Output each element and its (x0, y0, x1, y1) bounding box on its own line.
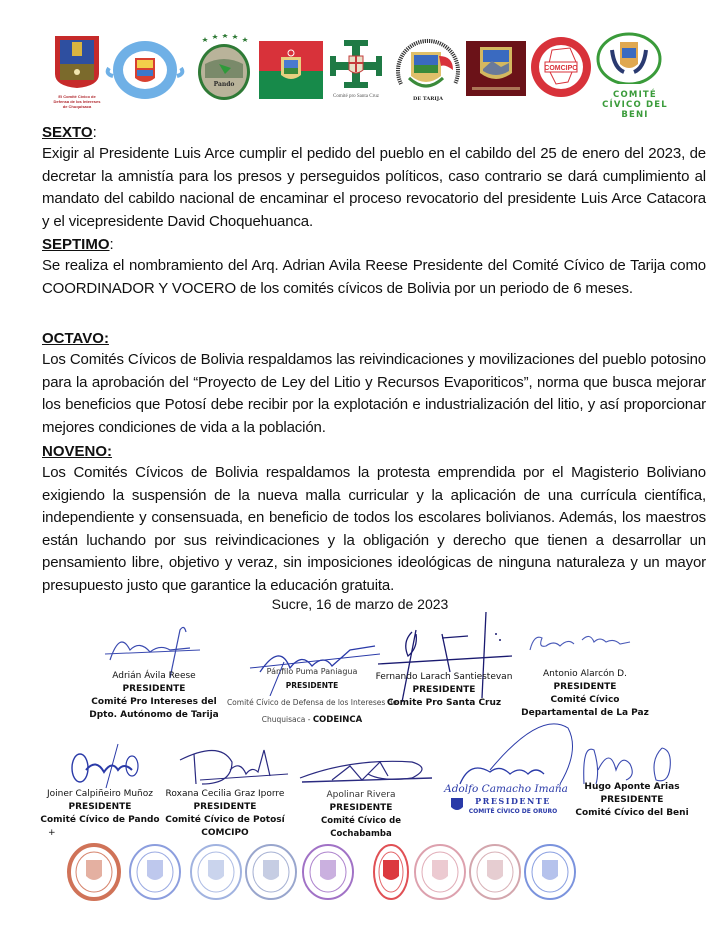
oruro-shield-icon (466, 41, 526, 96)
section-paragraph: Exigir al Presidente Luis Arce cumplir el pedido del pueblo en el cabildo del 25 de enero del 2023, de decretar la amnistía para los presos y perseguidos políticos, caso contrario se dará cumplimiento al mandato del cabildo nacional de encaminar el proceso revocatorio del presidente Luis Arce Catacora y el vicepresidente David Choquehuanca. (42, 145, 706, 230)
signature-block-calpineiro (40, 788, 160, 840)
signature-block-aponte (572, 781, 692, 820)
oruro-seal-icon (450, 797, 464, 813)
signatory-name: Joiner Calpiñeiro Muñoz (47, 789, 153, 799)
section-paragraph: Los Comités Cívicos de Bolivia respaldamos las reivindicaciones y movilizaciones del pueblo potosino para la aprobación del “Proyecto de Ley del Litio y Recursos Evaporiticos”, norma que busca mejorar los beneficios que Potosí debe recibir por la explotación e industrialización del litio, y así proporcionar mejores condiciones de vida a la población. (42, 351, 706, 436)
signatory-role: PRESIDENTE (68, 802, 132, 812)
logo-chuquisaca (52, 34, 102, 109)
signature-block-larach (372, 671, 516, 710)
official-stamp-icon (363, 842, 419, 902)
logo-pando (193, 34, 253, 107)
logo-tarija (393, 38, 463, 107)
signatory-role: PRESIDENTE (122, 684, 186, 694)
signature-graz-icon (160, 740, 290, 790)
logo-cochabamba (105, 40, 185, 105)
signatory-role: PRESIDENTE (553, 682, 617, 692)
signatory-org: Departamental de La Paz (521, 708, 649, 718)
signatory-org: + (48, 828, 56, 838)
pando-logo-text: Pando (213, 81, 235, 88)
signatory-role: PRESIDENTE (285, 681, 339, 690)
section-heading: OCTAVO: (42, 330, 109, 347)
la-paz-flag-icon (259, 41, 323, 99)
official-stamp-icon (243, 842, 299, 902)
official-stamp-icon (412, 842, 468, 902)
signatory-role: PRESIDENTE (600, 795, 664, 805)
logo-caption: El Comité Cívico de Defensa de los Intereses de Chuquisaca (53, 94, 101, 109)
signatory-name: Pánfilo Puma Paniagua (266, 667, 358, 676)
signatory-name: Roxana Cecilia Graz Iporre (165, 789, 285, 799)
signature-block-rivera (294, 789, 428, 841)
official-stamp-icon (66, 842, 122, 902)
section-noveno (42, 441, 706, 597)
signatory-name: Adolfo Camacho Imaña (444, 783, 568, 795)
signature-alarcon-icon (524, 630, 634, 660)
section-heading (42, 234, 706, 255)
signatory-org: Comité Cívico (550, 695, 620, 705)
section-heading: NOVENO: (42, 443, 113, 460)
signatory-role: PRESIDENTE (412, 685, 476, 695)
signatory-org: Comité Cívico de Defensa de los Intereses de (226, 698, 398, 707)
org-prefix: Chuquisaca - (261, 715, 313, 724)
signatory-org: Comité Pro Intereses del (91, 697, 217, 707)
signatory-name: Apolinar Rivera (326, 790, 396, 800)
signature-calpineiro-icon (66, 740, 146, 790)
signature-block-graz (160, 788, 290, 840)
signatory-name: Antonio Alarcón D. (543, 669, 627, 679)
official-stamp-icon (467, 842, 523, 902)
signatory-org (212, 711, 412, 729)
signatory-org: COMCIPO (201, 828, 249, 838)
section-septimo (42, 234, 706, 300)
signatory-role: PRESIDENTE (193, 802, 257, 812)
signatory-org: Comité Cívico de Potosí (165, 815, 285, 825)
santa-cruz-cross-icon (327, 38, 385, 90)
tarija-emblem-icon (393, 38, 463, 102)
signatory-name: Hugo Aponte Arias (584, 782, 680, 792)
official-stamp-icon (188, 842, 244, 902)
signatory-org: COMITÉ CÍVICO DE ORURO (468, 808, 558, 815)
signatory-role: PRESIDENTE (329, 803, 393, 813)
logo-comcipo (530, 36, 592, 103)
signature-block-alarcon (520, 668, 650, 720)
date-line: Sucre, 16 de marzo de 2023 (271, 596, 449, 612)
logo-la-paz (259, 41, 323, 104)
signatory-role: PRESIDENTE (475, 796, 551, 806)
logo-beni (596, 32, 670, 120)
official-stamp-icon (127, 842, 183, 902)
signatory-org: Comité Cívico de Pando (40, 815, 160, 825)
section-paragraph: Se realiza el nombramiento del Arq. Adrian Avila Reese Presidente del Comité Cívico de Tarija como COORDINADOR Y VOCERO de los comités cívicos de Bolivia por un periodo de 6 meses. (42, 257, 706, 297)
logo-caption: Comité pro Santa Cruz (333, 94, 379, 99)
signatory-name: Fernando Larach Santiestevan (375, 672, 513, 682)
signatory-name: Adrián Ávila Reese (112, 671, 196, 681)
section-paragraph: Los Comités Cívicos de Bolivia respaldamos la protesta emprendida por el Magisterio Boliviano exigiendo la suspensión de la nueva malla curricular y la aplicación de una currícula científica, independiente y consensuada, en beneficio de todos los escolares bolivianos. Además, los maestros están luchando por sus reivindicaciones y la obligación y derecho que tienen a desarrollar un pensamiento libre, objetivo y veraz, sin imposiciones ideológicas de ninguna naturaleza y un mayor presupuesto justo que garantice la educación gratuita. (42, 464, 706, 594)
heading-text: SEXTO (42, 124, 93, 141)
org-acronym: CODEINCA (312, 715, 363, 725)
logo-oruro (466, 41, 526, 101)
beni-logo-caption: COMITÉ CÍVICO DEL BENI (602, 90, 668, 120)
beni-emblem-icon (596, 32, 670, 84)
cochabamba-emblem-icon (105, 40, 185, 100)
section-sexto (42, 122, 706, 233)
signature-block-camacho (444, 783, 568, 816)
signatory-org: Comité Cívico del Beni (575, 808, 689, 818)
signature-block-avila (74, 670, 234, 722)
comcipo-logo-text: COMCIPO (544, 65, 578, 72)
tarija-logo-text: DE TARIJA (413, 96, 443, 102)
section-heading (42, 122, 706, 143)
chuquisaca-shield-icon (52, 34, 102, 88)
signatory-org: Dpto. Autónomo de Tarija (89, 710, 219, 720)
heading-suffix: : (92, 124, 97, 141)
pando-emblem-icon (193, 34, 253, 102)
signatory-org: Comité Cívico de Cochabamba (321, 816, 401, 839)
official-stamp-icon (522, 842, 578, 902)
official-stamp-icon (300, 842, 356, 902)
heading-text: SEPTIMO (42, 236, 110, 253)
section-octavo (42, 328, 706, 439)
logo-santa-cruz (327, 38, 385, 99)
comcipo-seal-icon (530, 36, 592, 98)
signatory-org: Comite Pro Santa Cruz (386, 698, 502, 708)
heading-suffix: : (109, 236, 114, 253)
signature-rivera-icon (292, 752, 432, 792)
